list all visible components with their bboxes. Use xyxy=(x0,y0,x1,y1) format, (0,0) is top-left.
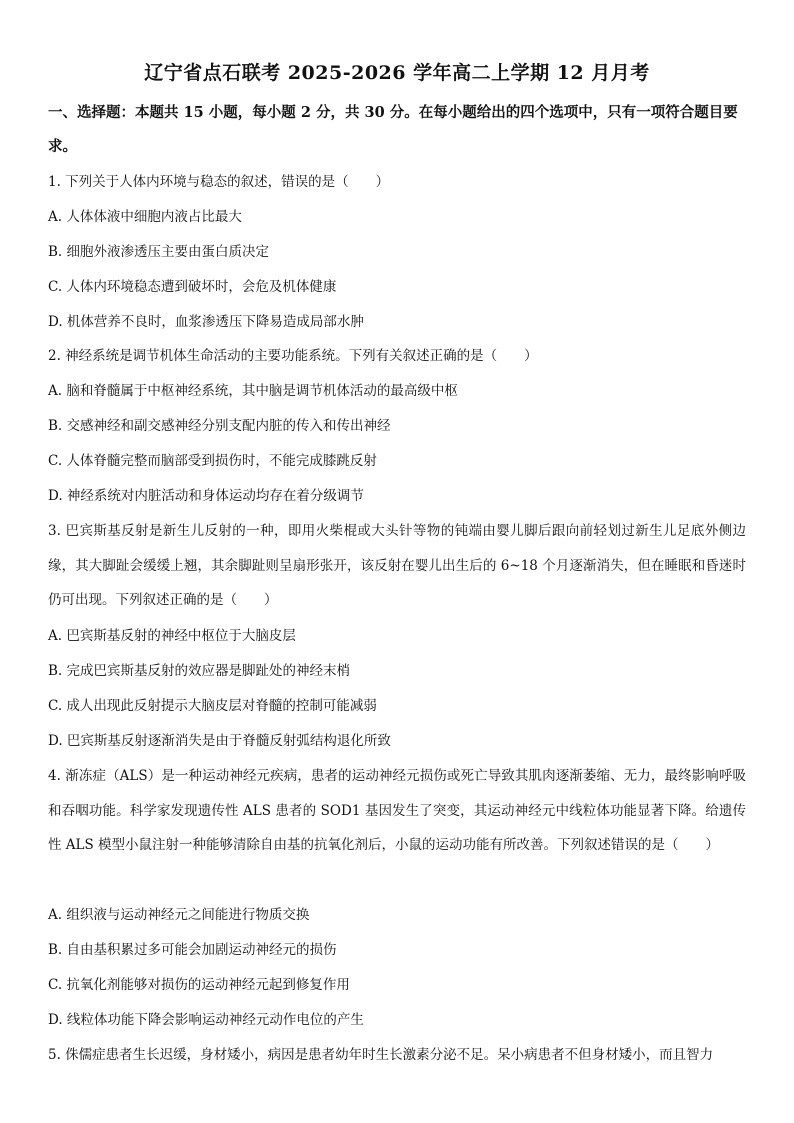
question-1-stem: 1. 下列关于人体内环境与稳态的叙述，错误的是（ ） xyxy=(48,174,390,190)
question-2-option-d: D. 神经系统对内脏活动和身体运动均存在着分级调节 xyxy=(48,488,364,504)
question-1-option-a: A. 人体体液中细胞内液占比最大 xyxy=(48,209,242,225)
question-1-option-b: B. 细胞外液渗透压主要由蛋白质决定 xyxy=(48,244,270,260)
question-4-option-c: C. 抗氧化剂能够对损伤的运动神经元起到修复作用 xyxy=(48,977,350,993)
question-4-stem: 4. 渐冻症（ALS）是一种运动神经元疾病，患者的运动神经元损伤或死亡导致其肌肉逐渐萎缩、无力，最终影响呼吸和吞咽功能。科学家发现遗传性 ALS 患者的 SOD1 基因发生了突变，其运动神经元中线粒体功能显著下降。给遗传性 ALS 模型小鼠注射一种能够清除自由基的抗氧化剂后，小鼠的运动功能有所改善。下列叙述错误的是（ ） xyxy=(48,768,746,854)
question-4-option-d: D. 线粒体功能下降会影响运动神经元动作电位的产生 xyxy=(48,1012,364,1028)
question-3-option-b: B. 完成巴宾斯基反射的效应器是脚趾处的神经末梢 xyxy=(48,663,351,679)
page-title: 辽宁省点石联考 2025-2026 学年高二上学期 12 月月考 xyxy=(144,62,650,84)
section-heading: 一、选择题：本题共 15 小题，每小题 2 分，共 30 分。在每小题给出的四个选项中，只有一项符合题目要求。 xyxy=(48,104,738,155)
question-2-option-c: C. 人体脊髓完整而脑部受到损伤时，不能完成膝跳反射 xyxy=(48,453,377,469)
question-4-option-a: A. 组织液与运动神经元之间能进行物质交换 xyxy=(48,907,310,923)
question-2-stem: 2. 神经系统是调节机体生命活动的主要功能系统。下列有关叙述正确的是（ ） xyxy=(48,348,538,364)
question-3-option-d: D. 巴宾斯基反射逐渐消失是由于脊髓反射弧结构退化所致 xyxy=(48,733,391,749)
question-2-option-a: A. 脑和脊髓属于中枢神经系统，其中脑是调节机体活动的最高级中枢 xyxy=(48,383,458,399)
question-3-option-a: A. 巴宾斯基反射的神经中枢位于大脑皮层 xyxy=(48,628,296,644)
question-1-option-c: C. 人体内环境稳态遭到破坏时，会危及机体健康 xyxy=(48,279,337,295)
question-1-option-d: D. 机体营养不良时，血浆渗透压下降易造成局部水肿 xyxy=(48,314,364,330)
question-2-option-b: B. 交感神经和副交感神经分别支配内脏的传入和传出神经 xyxy=(48,418,391,434)
question-3-stem: 3. 巴宾斯基反射是新生儿反射的一种，即用火柴棍或大头针等物的钝端由婴儿脚后跟向前轻划过新生儿足底外侧边缘，其大脚趾会缓缓上翘，其余脚趾则呈扇形张开，该反射在婴儿出生后的 6~18 个月逐渐消失，但在睡眠和昏迷时仍可出现。下列叙述正确的是（ ） xyxy=(48,523,746,609)
question-5-stem: 5. 侏儒症患者生长迟缓，身材矮小，病因是患者幼年时生长激素分泌不足。呆小病患者不但身材矮小，而且智力 xyxy=(48,1047,714,1063)
question-3-option-c: C. 成人出现此反射提示大脑皮层对脊髓的控制可能减弱 xyxy=(48,698,377,714)
question-4-option-b: B. 自由基积累过多可能会加剧运动神经元的损伤 xyxy=(48,942,337,958)
